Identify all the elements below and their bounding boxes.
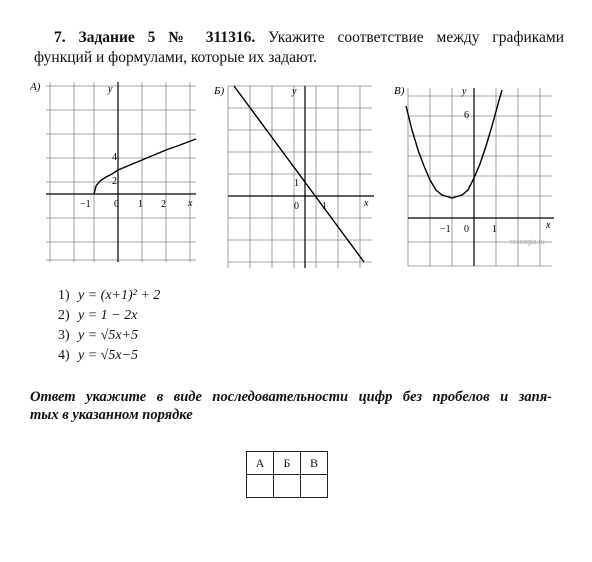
graph-a-x-axis: x [188,198,193,209]
graph-a-tick-two: 2 [161,199,166,210]
answer-cell-v[interactable] [301,475,328,498]
graph-v-tick-zero: 0 [464,224,469,235]
graph-v-tick-y6: 6 [464,110,469,121]
formula-item [58,346,160,366]
formula-number: 3) [58,328,70,343]
answer-cell-a[interactable] [247,475,274,498]
graph-a-tick-one: 1 [138,199,143,210]
formula-expression: y = (x+1)² + 2 [78,288,161,303]
task-number: 7. [54,29,66,46]
answer-instructions-line2: тых в указанном порядке [30,407,193,423]
answer-cell-b[interactable] [274,475,301,498]
graph-a-tick-y4: 4 [112,152,117,163]
task-text-line2: функций и формулами, которые их задают. [34,49,317,66]
graph-b-x-axis: x [364,198,369,209]
answer-instructions [30,388,552,424]
graph-b-y-axis: y [292,86,297,97]
graph-b-label: Б) [214,85,225,97]
formula-expression: y = √5x−5 [78,348,139,363]
graph-v-parabola [406,90,502,198]
formula-expression: y = √5x+5 [78,328,139,343]
formula-item [58,306,160,326]
graph-v-tick-one: 1 [492,224,497,235]
task-statement [34,28,565,68]
formula-number: 2) [58,308,70,323]
task-text-line1: Укажите соответствие между графиками [268,29,565,46]
graph-v-y-axis: y [462,86,467,97]
graph-v-tick-neg1: −1 [440,224,451,235]
formula-item [58,326,160,346]
graph-a [30,82,210,272]
formula-number: 1) [58,288,70,303]
graph-b-tick-one: 1 [322,201,327,212]
formula-expression: y = 1 − 2x [78,308,138,323]
graph-a-tick-y2: 2 [112,176,117,187]
graph-a-y-axis: y [108,84,113,95]
answer-table [246,451,328,498]
graph-a-label: А) [30,82,41,93]
graph-b [212,82,387,272]
formula-item [58,286,160,306]
graph-v-x-axis: x [546,220,551,231]
graph-a-curve [94,139,196,194]
answer-header-b: Б [274,452,301,475]
graph-v-label: В) [394,85,405,97]
graph-v-watermark: rescogia.ru [510,239,545,246]
answer-header-v: В [301,452,328,475]
graph-b-tick-zero: 0 [294,201,299,212]
answer-instructions-line1: Ответ укажите в виде последовательности цифр без пробелов и запя- [30,389,552,405]
graph-b-tick-y1: 1 [294,178,299,189]
formula-number: 4) [58,348,70,363]
graph-a-tick-zero: 0 [114,199,119,210]
graph-v [392,82,562,272]
graph-a-tick-neg1: −1 [80,199,91,210]
formula-list [58,286,160,366]
answer-table-header-row [247,452,328,475]
answer-table-value-row [247,475,328,498]
task-header: Задание 5 № 311316. [78,29,256,46]
answer-header-a: А [247,452,274,475]
